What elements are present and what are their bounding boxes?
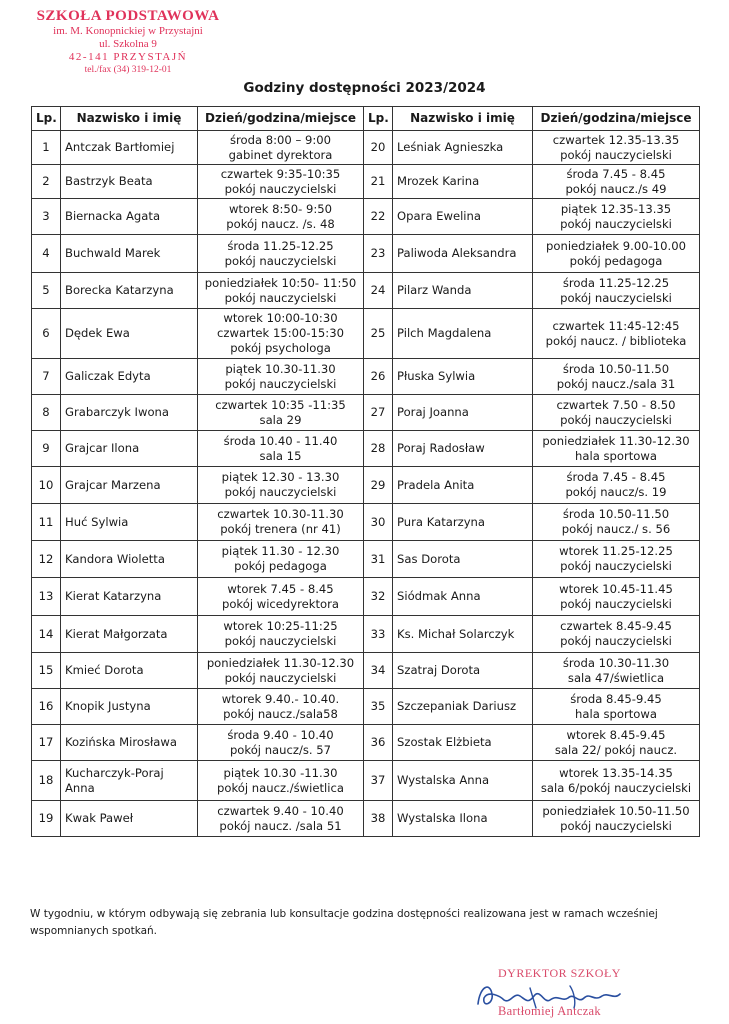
availability-cell: [533, 653, 700, 689]
availability-cell: [533, 431, 700, 467]
table-row: [32, 761, 700, 801]
row-number: 15: [32, 653, 61, 689]
availability-line: hala sportowa: [575, 706, 657, 721]
header-name: Nazwisko i imię: [61, 107, 198, 131]
table-row: [32, 359, 700, 395]
availability-line: wtorek 11.25-12.25: [559, 544, 673, 558]
row-number: 10: [32, 467, 61, 504]
table-body: [32, 131, 700, 837]
availability-cell: [198, 235, 364, 273]
row-number: 1: [32, 131, 61, 165]
row-number: 29: [364, 467, 393, 504]
availability-line: pokój nauczycielski: [224, 670, 337, 685]
availability-cell: [198, 801, 364, 837]
availability-line: czwartek 11:45-12:45: [552, 318, 680, 333]
availability-line: sala 22/ pokój naucz.: [554, 742, 678, 757]
teacher-name: Sas Dorota: [393, 541, 533, 578]
teacher-name: Wystalska Anna: [393, 761, 533, 801]
availability-line: środa 7.45 - 8.45: [566, 470, 666, 484]
table-row: [32, 616, 700, 653]
table-row: [32, 131, 700, 165]
teacher-name: Bastrzyk Beata: [61, 165, 198, 199]
availability-cell: [533, 725, 700, 761]
availability-line: pokój nauczycielski: [560, 290, 672, 305]
availability-line: sala 6/pokój nauczycielski: [540, 780, 692, 795]
availability-cell: [533, 199, 700, 235]
availability-line: sala 15: [259, 448, 302, 463]
header-time: Dzień/godzina/miejsce: [198, 107, 364, 131]
teacher-name: Pilch Magdalena: [393, 309, 533, 359]
availability-line: środa 10.30-11.30: [562, 655, 670, 670]
table-row: [32, 309, 700, 359]
availability-cell: [198, 653, 364, 689]
row-number: 26: [364, 359, 393, 395]
table-row: [32, 689, 700, 725]
availability-line: piątek 10.30-11.30: [225, 361, 336, 376]
teacher-name: Mrozek Karina: [393, 165, 533, 199]
availability-line: poniedziałek 9.00-10.00: [546, 238, 686, 253]
stamp-school-name: SZKOŁA PODSTAWOWA: [36, 8, 220, 24]
availability-line: pokój pedagoga: [234, 559, 327, 573]
teacher-name: Leśniak Agnieszka: [393, 131, 533, 165]
availability-line: środa 11.25-12.25: [562, 275, 670, 290]
availability-cell: [533, 273, 700, 309]
availability-line: pokój nauczycielski: [224, 290, 337, 305]
table-row: [32, 273, 700, 309]
row-number: 33: [364, 616, 393, 653]
row-number: 3: [32, 199, 61, 235]
table-row: [32, 504, 700, 541]
availability-table: [31, 106, 700, 837]
row-number: 5: [32, 273, 61, 309]
teacher-name: Buchwald Marek: [61, 235, 198, 273]
availability-line: czwartek 10:35 -11:35: [215, 397, 346, 412]
teacher-name: Siódmak Anna: [393, 578, 533, 616]
teacher-name: Poraj Radosław: [393, 431, 533, 467]
availability-line: hala sportowa: [575, 448, 657, 463]
availability-cell: [198, 616, 364, 653]
teacher-name: Opara Ewelina: [393, 199, 533, 235]
availability-line: pokój naucz. / biblioteka: [545, 333, 687, 348]
availability-line: pokój psychologa: [230, 341, 331, 355]
availability-line: czwartek 9.40 - 10.40: [217, 803, 344, 818]
availability-cell: [533, 801, 700, 837]
availability-line: poniedziałek 11.30-12.30: [542, 433, 690, 448]
availability-line: pokój pedagoga: [569, 253, 663, 268]
header-lp: Lp.: [364, 107, 393, 131]
availability-line: wtorek 8.45-9.45: [566, 727, 666, 742]
row-number: 23: [364, 235, 393, 273]
row-number: 31: [364, 541, 393, 578]
availability-line: środa 10.50-11.50: [562, 361, 670, 376]
availability-line: wtorek 9.40.- 10.40.: [221, 691, 340, 706]
teacher-name: Szatraj Dorota: [393, 653, 533, 689]
availability-line: pokój naucz./s 49: [565, 181, 667, 196]
availability-line: pokój trenera (nr 41): [220, 522, 341, 536]
row-number: 8: [32, 395, 61, 431]
availability-line: czwartek 8.45-9.45: [560, 619, 672, 633]
teacher-name: Pradela Anita: [393, 467, 533, 504]
table-row: [32, 578, 700, 616]
availability-line: piątek 10.30 -11.30: [223, 765, 338, 780]
availability-line: środa 8.45-9.45: [570, 691, 662, 706]
header-lp: Lp.: [32, 107, 61, 131]
teacher-name: Grabarczyk Iwona: [61, 395, 198, 431]
availability-line: wtorek 8:50- 9:50: [228, 201, 333, 216]
teacher-name: Huć Sylwia: [61, 504, 198, 541]
row-number: 27: [364, 395, 393, 431]
availability-line: piątek 12.30 - 13.30: [221, 470, 340, 484]
availability-line: poniedziałek 10.50-11.50: [542, 803, 690, 818]
availability-line: środa 8:00 – 9:00: [229, 132, 332, 147]
availability-line: pokój nauczycielski: [560, 147, 672, 162]
row-number: 9: [32, 431, 61, 467]
availability-line: pokój naucz./sala58: [223, 706, 338, 721]
availability-line: czwartek 12.35-13.35: [552, 132, 680, 147]
availability-line: pokój naucz./świetlica: [217, 780, 344, 795]
table-row: [32, 653, 700, 689]
signature-name: Bartłomiej Antczak: [498, 1004, 601, 1018]
availability-line: piątek 12.35-13.35: [560, 201, 672, 216]
availability-line: wtorek 10:00-10:30: [223, 311, 338, 325]
availability-cell: [198, 725, 364, 761]
availability-cell: [198, 431, 364, 467]
teacher-name: Kierat Małgorzata: [61, 616, 198, 653]
row-number: 12: [32, 541, 61, 578]
row-number: 17: [32, 725, 61, 761]
availability-cell: [533, 504, 700, 541]
availability-cell: [198, 504, 364, 541]
teacher-name: Kierat Katarzyna: [61, 578, 198, 616]
availability-line: środa 7.45 - 8.45: [566, 166, 666, 181]
availability-line: wtorek 13.35-14.35: [559, 765, 673, 780]
stamp-patron: im. M. Konopnickiej w Przystajni: [53, 25, 203, 37]
availability-line: poniedziałek 11.30-12.30: [206, 655, 355, 670]
header-name: Nazwisko i imię: [393, 107, 533, 131]
row-number: 16: [32, 689, 61, 725]
stamp-street: ul. Szkolna 9: [99, 38, 157, 50]
availability-line: pokój naucz./ s. 56: [561, 522, 671, 536]
availability-cell: [533, 235, 700, 273]
table-row: [32, 235, 700, 273]
availability-line: pokój nauczycielski: [560, 216, 672, 231]
row-number: 22: [364, 199, 393, 235]
row-number: 25: [364, 309, 393, 359]
availability-cell: [533, 395, 700, 431]
row-number: 30: [364, 504, 393, 541]
teacher-name: Wystalska Ilona: [393, 801, 533, 837]
availability-line: pokój nauczycielski: [224, 485, 337, 499]
availability-line: pokój nauczycielski: [560, 634, 672, 648]
availability-cell: [198, 761, 364, 801]
availability-line: poniedziałek 10:50- 11:50: [204, 275, 357, 290]
availability-line: czwartek 9:35-10:35: [220, 166, 341, 181]
row-number: 36: [364, 725, 393, 761]
teacher-name: Kmieć Dorota: [61, 653, 198, 689]
row-number: 24: [364, 273, 393, 309]
row-number: 7: [32, 359, 61, 395]
teacher-name: Kucharczyk-Poraj Anna: [61, 761, 198, 801]
row-number: 18: [32, 761, 61, 801]
availability-cell: [198, 131, 364, 165]
availability-cell: [533, 359, 700, 395]
availability-line: pokój nauczycielski: [560, 818, 672, 833]
row-number: 20: [364, 131, 393, 165]
availability-line: środa 10.50-11.50: [562, 507, 670, 521]
availability-line: pokój naucz. /sala 51: [219, 818, 342, 833]
teacher-name: Pilarz Wanda: [393, 273, 533, 309]
teacher-name: Antczak Bartłomiej: [61, 131, 198, 165]
signature-stamp: [470, 966, 640, 1024]
availability-cell: [533, 309, 700, 359]
availability-line: piątek 11.30 - 12.30: [221, 544, 340, 558]
availability-line: sala 29: [259, 412, 302, 427]
availability-cell: [533, 165, 700, 199]
availability-line: pokój naucz./sala 31: [556, 376, 676, 391]
teacher-name: Paliwoda Aleksandra: [393, 235, 533, 273]
stamp-phone: tel./fax (34) 319-12-01: [84, 65, 172, 75]
teacher-name: Płuska Sylwia: [393, 359, 533, 395]
availability-line: środa 11.25-12.25: [227, 238, 334, 253]
signature-title: DYREKTOR SZKOŁY: [498, 966, 621, 980]
availability-cell: [198, 395, 364, 431]
availability-cell: [198, 578, 364, 616]
teacher-name: Kozińska Mirosława: [61, 725, 198, 761]
row-number: 28: [364, 431, 393, 467]
availability-line: pokój nauczycielski: [224, 181, 337, 196]
availability-cell: [198, 689, 364, 725]
availability-cell: [198, 273, 364, 309]
availability-cell: [533, 467, 700, 504]
teacher-name: Szostak Elżbieta: [393, 725, 533, 761]
teacher-name: Dędek Ewa: [61, 309, 198, 359]
row-number: 4: [32, 235, 61, 273]
availability-line: środa 9.40 - 10.40: [227, 727, 334, 742]
availability-line: sala 47/świetlica: [567, 670, 665, 685]
teacher-name: Poraj Joanna: [393, 395, 533, 431]
availability-line: wtorek 10:25-11:25: [223, 619, 338, 633]
availability-cell: [198, 309, 364, 359]
table-row: [32, 431, 700, 467]
table-row: [32, 199, 700, 235]
availability-line: środa 10.40 - 11.40: [223, 433, 338, 448]
row-number: 21: [364, 165, 393, 199]
header-time: Dzień/godzina/miejsce: [533, 107, 700, 131]
availability-cell: [533, 616, 700, 653]
availability-line: pokój wicedyrektora: [221, 596, 340, 611]
row-number: 11: [32, 504, 61, 541]
row-number: 6: [32, 309, 61, 359]
stamp-city: 42-141 PRZYSTAJŃ: [68, 51, 188, 63]
teacher-name: Biernacka Agata: [61, 199, 198, 235]
availability-cell: [533, 761, 700, 801]
teacher-name: Pura Katarzyna: [393, 504, 533, 541]
availability-line: czwartek 7.50 - 8.50: [556, 397, 676, 412]
availability-line: pokój nauczycielski: [224, 376, 337, 391]
availability-line: pokój nauczycielski: [560, 596, 672, 611]
row-number: 37: [364, 761, 393, 801]
row-number: 35: [364, 689, 393, 725]
availability-line: czwartek 10.30-11.30: [217, 507, 344, 521]
availability-cell: [198, 467, 364, 504]
availability-cell: [533, 689, 700, 725]
row-number: 13: [32, 578, 61, 616]
table-row: [32, 725, 700, 761]
table-row: [32, 541, 700, 578]
availability-line: pokój nauczycielski: [224, 253, 337, 268]
teacher-name: Knopik Justyna: [61, 689, 198, 725]
availability-line: gabinet dyrektora: [228, 147, 333, 162]
availability-cell: [198, 359, 364, 395]
availability-cell: [198, 199, 364, 235]
row-number: 34: [364, 653, 393, 689]
availability-cell: [198, 541, 364, 578]
school-stamp: [28, 8, 228, 76]
availability-line: czwartek 15:00-15:30: [217, 326, 344, 340]
teacher-name: Borecka Katarzyna: [61, 273, 198, 309]
row-number: 14: [32, 616, 61, 653]
availability-cell: [533, 131, 700, 165]
teacher-name: Grajcar Marzena: [61, 467, 198, 504]
availability-line: wtorek 10.45-11.45: [559, 581, 673, 596]
table-header-row: [32, 107, 700, 131]
availability-line: pokój naucz. /s. 48: [226, 216, 335, 231]
page-title: Godziny dostępności 2023/2024: [243, 80, 486, 96]
teacher-name: Kwak Paweł: [61, 801, 198, 837]
teacher-name: Grajcar Ilona: [61, 431, 198, 467]
availability-cell: [533, 578, 700, 616]
availability-line: pokój naucz/s. 19: [565, 485, 667, 499]
availability-line: pokój naucz/s. 57: [229, 742, 332, 757]
teacher-name: Ks. Michał Solarczyk: [393, 616, 533, 653]
row-number: 32: [364, 578, 393, 616]
teacher-name: Szczepaniak Dariusz: [393, 689, 533, 725]
availability-line: pokój nauczycielski: [560, 412, 672, 427]
teacher-name: Galiczak Edyta: [61, 359, 198, 395]
teacher-name: Kandora Wioletta: [61, 541, 198, 578]
availability-cell: [198, 165, 364, 199]
availability-line: wtorek 7.45 - 8.45: [227, 581, 334, 596]
row-number: 38: [364, 801, 393, 837]
availability-line: pokój nauczycielski: [560, 559, 672, 573]
availability-cell: [533, 541, 700, 578]
table-row: [32, 165, 700, 199]
footnote: W tygodniu, w którym odbywają się zebrania lub konsultacje godzina dostępności realizowana jest w ramach wcześniej wspomnianych spotkań.: [30, 908, 658, 937]
row-number: 2: [32, 165, 61, 199]
table-row: [32, 467, 700, 504]
row-number: 19: [32, 801, 61, 837]
table-row: [32, 395, 700, 431]
availability-line: pokój nauczycielski: [224, 634, 337, 648]
table-row: [32, 801, 700, 837]
